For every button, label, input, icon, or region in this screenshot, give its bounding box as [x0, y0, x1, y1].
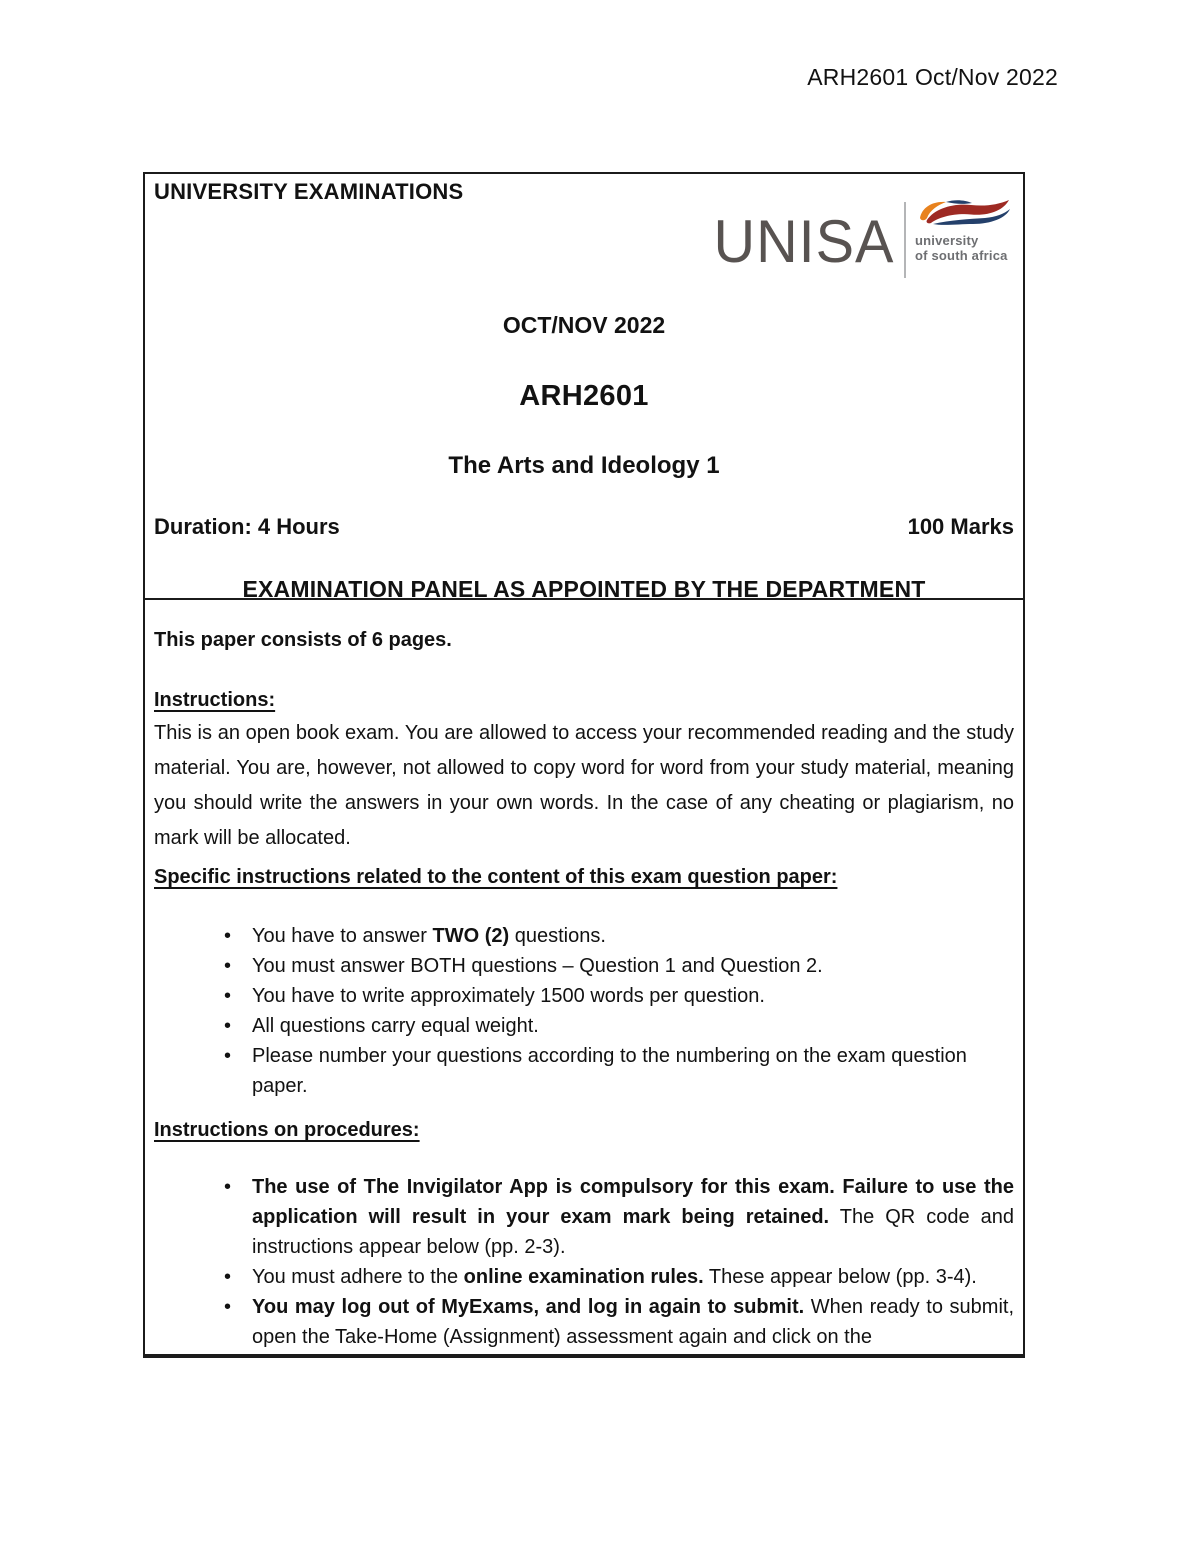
bullet-item: • You may log out of MyExams, and log in again to submit. When ready to submit, open the Take-Home (Assignment) assessment again and click on the — [154, 1292, 1014, 1352]
duration-marks-row — [154, 514, 1014, 540]
logo-tagline-line1: university — [915, 233, 979, 248]
bullet-item: • The use of The Invigilator App is compulsory for this exam. Failure to use the application will result in your exam mark being retained. The QR code and instructions appear below (pp. 2-3). — [154, 1172, 1014, 1262]
specific-instructions-list — [154, 921, 1014, 1101]
exam-header-section — [145, 174, 1023, 600]
bullet-item: • You have to answer TWO (2) questions. — [154, 921, 1014, 951]
unisa-wordmark: UNISA — [713, 208, 894, 275]
bullet-item: • You have to write approximately 1500 words per question. — [154, 981, 1014, 1011]
course-title: The Arts and Ideology 1 — [448, 452, 720, 479]
logo-tagline-line2: of south africa — [915, 248, 1008, 263]
bullet-item: • Please number your questions according to the numbering on the exam question paper. — [154, 1041, 1014, 1101]
running-header: ARH2601 Oct/Nov 2022 — [807, 64, 1058, 90]
university-examinations-label: UNIVERSITY EXAMINATIONS — [154, 179, 464, 204]
bullet-item: • You must answer BOTH questions – Question 1 and Question 2. — [154, 951, 1014, 981]
duration-label: Duration: 4 Hours — [154, 514, 340, 539]
procedures-list — [154, 1172, 1014, 1352]
bullet-item: • You must adhere to the online examination rules. These appear below (pp. 3-4). — [154, 1262, 1014, 1292]
instructions-paragraph: This is an open book exam. You are allowed to access your recommended reading and the study material. You are, however, not allowed to copy word for word from your study material, meaning you should write the answers in your own words. In the case of any cheating or plagiarism, no mark will be allocated. — [154, 722, 1014, 849]
procedures-heading: Instructions on procedures: — [154, 1119, 420, 1141]
logo-divider — [904, 202, 906, 278]
logo-tagline — [915, 233, 1011, 263]
exam-session: OCT/NOV 2022 — [502, 312, 666, 338]
specific-instructions-heading: Specific instructions related to the content of this exam question paper: — [154, 866, 838, 888]
unisa-swoosh-icon — [915, 198, 1011, 228]
instructions-heading: Instructions: — [154, 689, 276, 711]
exam-box — [143, 172, 1025, 1358]
marks-label: 100 Marks — [907, 514, 1014, 539]
examination-panel-line: EXAMINATION PANEL AS APPOINTED BY THE DEPARTMENT — [242, 576, 926, 602]
unisa-logo — [706, 196, 1011, 278]
bullet-item: • All questions carry equal weight. — [154, 1011, 1014, 1041]
exam-body-section — [145, 600, 1023, 1352]
course-code: ARH2601 — [519, 380, 649, 412]
swoosh-navy-top-shape — [946, 200, 972, 204]
pages-note: This paper consists of 6 pages. — [154, 629, 452, 651]
